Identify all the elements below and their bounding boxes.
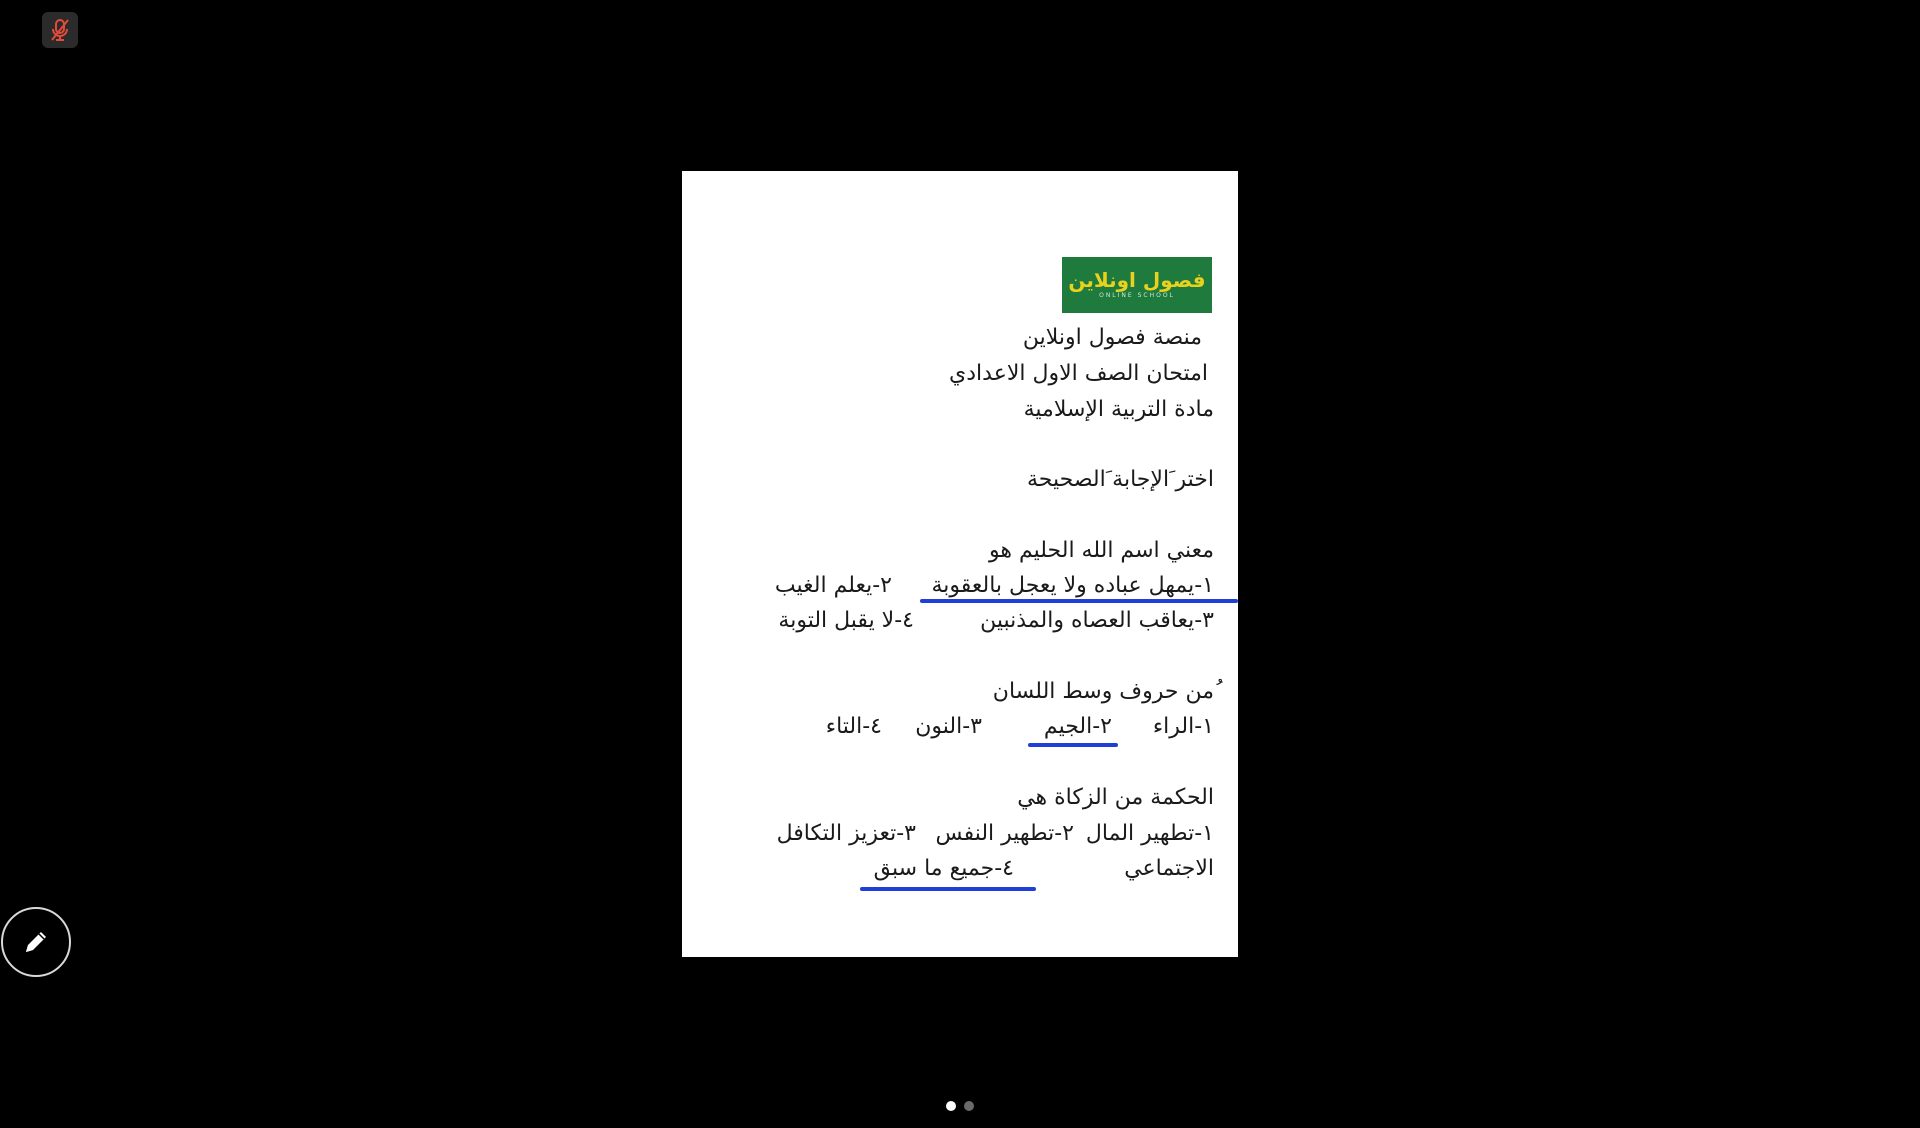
question-1-option-1: ١-يمهل عباده ولا يعجل بالعقوبة xyxy=(931,573,1214,598)
question-3-option-2: ٢-تطهير النفس xyxy=(935,821,1074,846)
question-3-option-1: ١-تطهير المال xyxy=(1085,821,1214,846)
instruction: اختر َالإجابة َالصحيحة xyxy=(1027,467,1214,492)
page-dot-1[interactable] xyxy=(946,1101,956,1111)
shared-document xyxy=(682,171,1238,957)
pencil-icon xyxy=(21,927,51,957)
logo xyxy=(1062,257,1212,313)
annotate-button[interactable] xyxy=(1,907,71,977)
answer-underline-1 xyxy=(920,599,1238,603)
answer-underline-3 xyxy=(860,887,1036,891)
question-1-option-3: ٣-يعاقب العصاه والمذنبين xyxy=(980,608,1214,633)
question-3-prompt: الحكمة من الزكاة هي xyxy=(1017,785,1214,810)
mute-button[interactable] xyxy=(42,12,78,48)
question-1-option-4: ٤-لا يقبل التوبة xyxy=(778,608,914,633)
question-1-prompt: معني اسم الله الحليم هو xyxy=(989,538,1214,563)
question-2-option-4: ٤-التاء xyxy=(825,714,882,739)
header-subject: مادة التربية الإسلامية xyxy=(1023,397,1214,422)
mic-off-icon xyxy=(49,18,71,42)
page-dot-2[interactable] xyxy=(964,1101,974,1111)
question-3-option-4: ٤-جميع ما سبق xyxy=(873,856,1014,881)
page-indicator xyxy=(946,1101,974,1111)
header-platform: منصة فصول اونلاين xyxy=(1022,325,1202,350)
question-2-option-2: ٢-الجيم xyxy=(1043,714,1112,739)
question-2-prompt: ُمن حروف وسط اللسان xyxy=(992,679,1214,704)
question-3-option-3-continued: الاجتماعي xyxy=(1124,856,1214,881)
question-2-option-3: ٣-النون xyxy=(915,714,982,739)
question-2-option-1: ١-الراء xyxy=(1152,714,1214,739)
header-exam: امتحان الصف الاول الاعدادي xyxy=(949,361,1208,386)
question-1-option-2: ٢-يعلم الغيب xyxy=(774,573,892,598)
logo-subtext: ONLINE SCHOOL xyxy=(1099,292,1175,299)
question-3-option-3: ٣-تعزيز التكافل xyxy=(776,821,916,846)
logo-text: فصول اونلاين xyxy=(1068,268,1206,292)
answer-underline-2 xyxy=(1028,743,1118,747)
